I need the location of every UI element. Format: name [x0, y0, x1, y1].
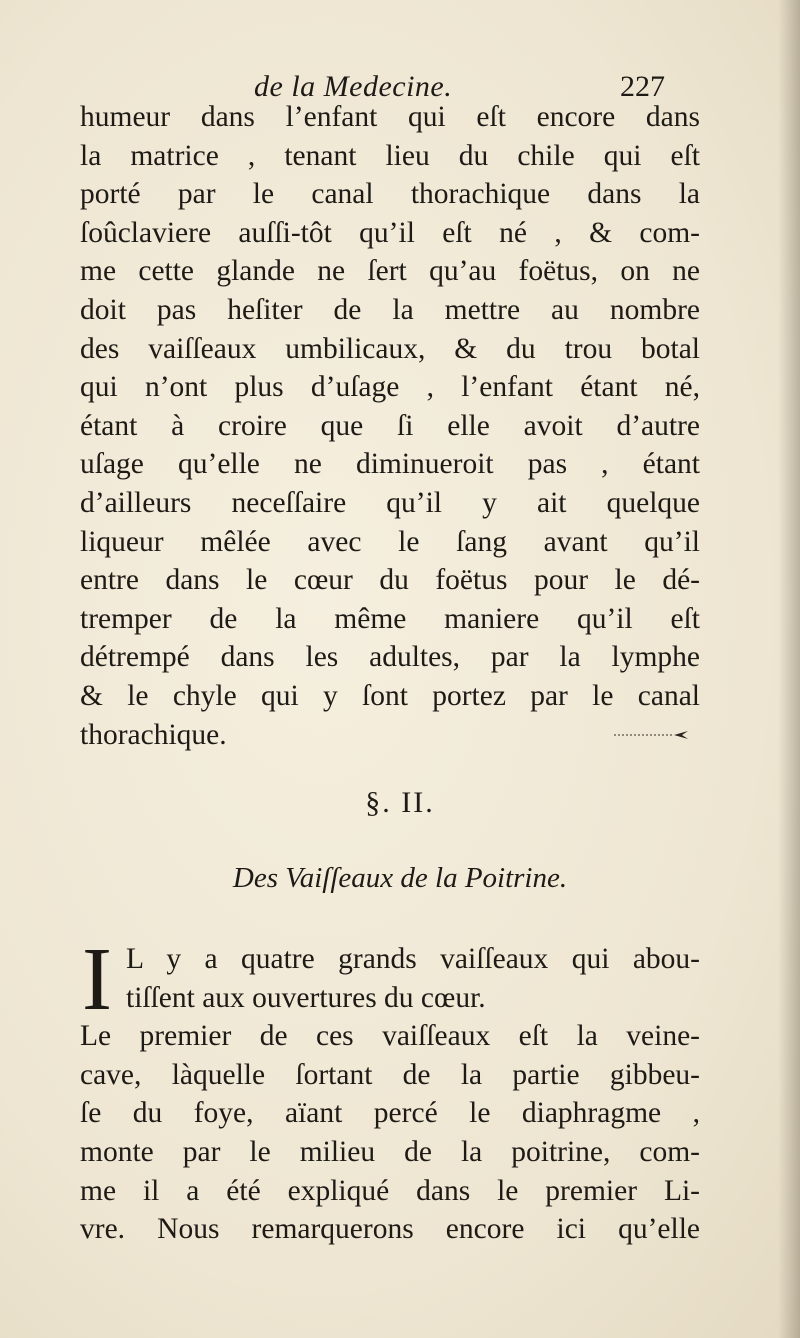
paragraph-2: [80, 930, 700, 1249]
text-line: détrempé dans les adultes, par la lymphe: [80, 641, 700, 674]
end-ornament-icon: [612, 726, 692, 740]
text-line: la matrice , tenant lieu du chile qui eſt: [80, 139, 700, 172]
text-line: me il a été expliqué dans le premier Li-: [80, 1174, 700, 1207]
text-line: thorachique.: [80, 718, 227, 751]
text-line: cave, làquelle ſortant de la partie gibbeu-: [80, 1058, 700, 1091]
text-line: ſoûclaviere auſſi-tôt qu’il eſt né , & com-: [80, 216, 700, 249]
drop-cap: I: [82, 930, 112, 1029]
text-line: liqueur mêlée avec le ſang avant qu’il: [80, 525, 700, 558]
text-line: uſage qu’elle ne diminueroit pas , étant: [80, 448, 700, 481]
text-line: ſe du foye, aïant percé le diaphragme ,: [80, 1097, 700, 1130]
page-edge-shadow: [778, 0, 800, 1338]
text-line: étant à croire que ſi elle avoit d’autre: [80, 409, 700, 442]
text-line: L y a quatre grands vaiſſeaux qui abou-: [126, 943, 700, 975]
text-line: qui n’ont plus d’uſage , l’enfant étant né,: [80, 371, 700, 404]
text-line: tiſſent aux ouvertures du cœur.: [126, 981, 486, 1014]
section-title: Des Vaiſſeaux de la Poitrine.: [232, 862, 568, 894]
text-line: humeur dans l’enfant qui eſt encore dans: [80, 101, 700, 133]
text-line: entre dans le cœur du foëtus pour le dé-: [80, 564, 700, 597]
text-line: des vaiſſeaux umbilicaux, & du trou botal: [80, 332, 700, 365]
text-line: d’ailleurs neceſſaire qu’il y ait quelque: [80, 486, 700, 519]
text-line: porté par le canal thorachique dans la: [80, 178, 700, 211]
text-line: tremper de la même maniere qu’il eſt: [80, 602, 700, 635]
page-number: 227: [620, 70, 665, 103]
text-line: Le premier de ces vaiſſeaux eſt la veine-: [80, 1020, 700, 1053]
running-title: de la Medecine.: [254, 70, 453, 103]
paragraph-1: [80, 98, 700, 754]
text-line: doit pas heſiter de la mettre au nombre: [80, 293, 700, 326]
text-line: vre. Nous remarquerons encore ici qu’elle: [80, 1213, 700, 1246]
text-line: & le chyle qui y ſont portez par le canal: [80, 679, 700, 712]
text-line: monte par le milieu de la poitrine, com-: [80, 1135, 700, 1168]
section-number: §. II.: [365, 786, 435, 819]
text-line: me cette glande ne ſert qu’au foëtus, on ne: [80, 255, 700, 288]
